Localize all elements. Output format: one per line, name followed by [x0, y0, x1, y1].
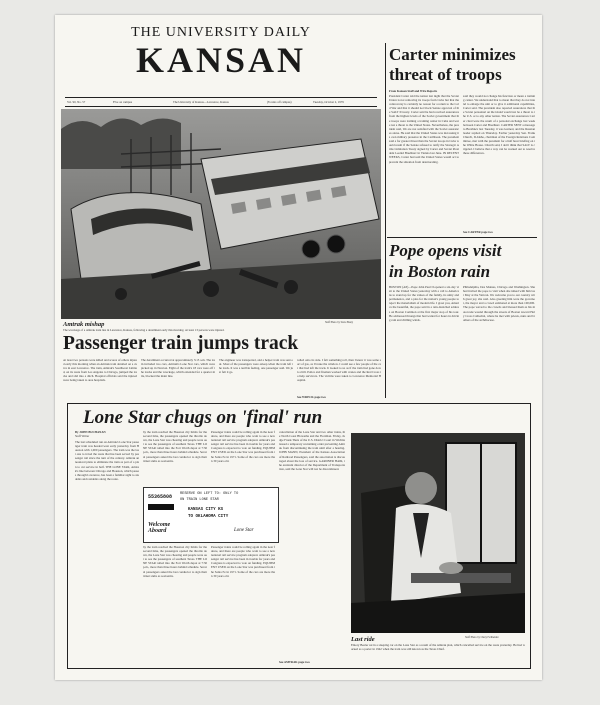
lonestar-body-col1: The last scheduled run on Amtrak's Lone Star passenger train was headed west early yesterday from Houston with 1,000 passengers. The train was the last one to travel the route that has been served by passenger rail since the turn of the century. Amtrak announced plans to eliminate the train as part of a plan to cut service in half. THE LONE STAR, Amtrak's line between Chicago and Houston, which passes through Lawrence, has been a familiar sight to students and residents along the route.: [75, 440, 139, 481]
train-photo-caption-label: Amtrak mishap: [63, 321, 105, 328]
carter-jump: See CARTER page two: [463, 230, 493, 234]
masthead-price: Five on campus: [113, 100, 132, 104]
carter-body-col1: President Carter told the nation last night that the Soviet Union is not removing its troops from Cuba but that the controversy is certainly no reason for a return to the Cold War and that it should not block Senate approval of the SALT II treaty. Carter said he had received assurances from the highest levels of the Soviet government that the troops were training a training center in Cuba and were not a threat to the United States. Nevertheless, the president said, We are not satisfied with the Soviet assurances alone. He said that the United States was increasing its own military presence in the Caribbean. The president said a far greater threat than the Soviet troops in Cuba would result if the Senate refused to ratify the Strategic Arms Limitation Treaty signed by Carter and Soviet President Leonid Brezhnev in Vienna last June. IN RECENT WEEKS, Carter had said the United States would act to prevent the situation from deteriorating.: [389, 94, 459, 164]
lonestar-byline-title: Staff Writer: [75, 434, 90, 438]
train-headline: Passenger train jumps track: [63, 333, 299, 354]
carter-body-col2: said they would not change his function or mean a training center. We understand that to mean that they do not intend to enlarge the unit or to give it additional capabilities, Carter said. The president also reported assurances that the Soviet personnel on the island would not be a threat to the U.S. or to any other nation. The Soviet assurances Carter cited were the result of a personal exchange last week between Carter and Brezhnev. CARTER SENT a message to Brezhnev last Tuesday, it was learned, and the Russian leader replied on Thursday. Earlier yesterday Sen. Frank Church, D-Idaho, chairman of the Foreign Relations Committee, met with the president for a half hour briefing on the White House. Church said, I don't think that SALT is crippled. I believe that a way can be worked out to resolve these differences.: [463, 94, 535, 156]
pope-headline-2: in Boston rain: [389, 262, 491, 281]
carter-byline: From Kansan Staff and Wire Reports: [389, 89, 438, 93]
ticket-stamp: Welcome Aboard: [148, 522, 171, 534]
ticket-amtrak-arrow-icon: [148, 504, 174, 510]
masthead-pages: (8 cents off campus): [267, 100, 292, 104]
carter-pope-rule: [387, 237, 537, 238]
last-ride-caption: Emory Beeler sat in a sleeping car on the Lone Star as a result of the Amtrak plan, which cancelled service on the route yesterday. He had worked as a porter in 1942 when the train was still known as the Texas Chief.: [351, 643, 525, 652]
carter-headline-1: Carter minimizes: [389, 45, 516, 64]
ticket-line-1: RESERVE ON LEFT TO: ONLY TO: [180, 492, 239, 496]
last-ride-photo: [351, 433, 525, 633]
ticket-label: Lone Star: [234, 528, 254, 533]
ticket-line-3: KANSAS CITY KS: [188, 508, 224, 512]
pope-body-col2: Philadelphia, Des Moines, Chicago and Washington. She had invited the pope to visit when she talked with him last May at the Vatican. We welcome you to our country with great joy, she said. Also greeting him were the governor, the mayor and a crowd estimated at more than 100,000. The pope waved to the crowds and blessed them as his motorcade wound through the streets of Boston toward Holy Cross Cathedral, where he met with priests, nuns and brothers of the archdiocese.: [463, 285, 535, 322]
column-rule-vertical: [385, 43, 386, 398]
train-body-col4: rolled onto its side. I felt something roll, then I knew it was some sort of gas, as I broke the window. I could see a few people of the car that had left the track. It looked to us as if the train had gone down a hill. Police and firemen worked with cranes and the Red Cross to help survivors. The victims were taken to Lawrence Memorial Hospital.: [297, 358, 381, 383]
masthead-prefix: THE UNIVERSITY DAILY: [131, 25, 311, 40]
train-wreck-image: [61, 109, 381, 319]
ticket-number: 55365808: [148, 494, 173, 500]
train-body-col3: The engineer was transported, and a helper train was sent out. Most of the passengers were asleep when the train left the track. It was a terrible feeling, one passenger said. We just felt it go.: [219, 358, 293, 375]
lonestar-byline: By JOHN BUCHANAN: [75, 430, 106, 434]
lonestar-body-col2-lower: by the train reached the Houston city limits for the second time, the passengers opened the throttle down, the Lone Star was cheering and people were out to see the passengers of southern Texas. THE LONE STAR rolled into the Fort Worth depot at 7:30 p.m., more than three hours behind schedule. Several passengers asked the last conductor to sign their ticket stubs as souvenirs.: [143, 545, 207, 578]
carter-headline-2: threat of troops: [389, 65, 502, 84]
train-body-col2: The derailment occurred at approximately 3:15 a.m. The train included two cars, Amtrak's Lone Star cars, which were picked up in Newton. Eight of the train's 18 cars were off the tracks and the wreckage, which extended for a quarter mile, blocked the main line.: [141, 358, 215, 379]
lonestar-body-col2: by the train reached the Houston city limits for the second time, the passengers opened the throttle down, the Lone Star was cheering and people were out to see the passengers of southern Texas. THE LONE STAR rolled into the Fort Worth depot at 7:30 p.m., more than three hours behind schedule. Several passengers asked the last conductor to sign their ticket stubs as souvenirs.: [143, 430, 207, 463]
masthead-name: KANSAN: [135, 40, 306, 80]
pope-body-col1: BOSTON (AP)—Pope John Paul II opened a six-day visit to the United States yesterday with a call to Americans to stand up for the values of the family, its unity and permanence, and a plea for the nation's young people to reject the materialism of modern life. I greet you, America the beautiful, the pope said in a rain-drenched address on Boston Common at the first major stop of his tour. He addressed throngs that had waited for hours in driving rain and chilling winds.: [389, 285, 459, 322]
masthead-rule-top: [65, 97, 377, 98]
train-body-col1: At least two persons were killed and scores of others injured early this morning when an Amtrak train derailed on a curve in east Lawrence. The train, Amtrak's Southwest Limited, on its route from Los Angeles to Chicago, jumped the tracks and slid into a ditch. Hospital officials said the injured were being taken to area hospitals.: [63, 358, 137, 383]
lonestar-jump: See AMTRAK page two: [279, 660, 310, 664]
train-jump: See WRECK page two: [297, 395, 326, 399]
masthead-date: Tuesday, October 2, 1979: [313, 100, 344, 104]
lonestar-body-col3-lower: Passenger trains could be rolling again in the near future, and there are people who want to see a new national rail service program adopted. Amtrak's passenger rail service has been in trouble for years and Congress is expected to vote on funding. EQUIPMENT USED on the Lone Star was purchased from the Santa Fe in 1971. Some of the cars are more than 30 years old.: [211, 545, 275, 578]
masthead: [61, 21, 381, 113]
lonestar-body-col4: cancellation of the Lone Star and two other trains, the North Coast Hiawatha and the Floridian. Friday, Judge Frank Theis of the U.S. District Court in Wichita issued a temporary restraining order preventing Amtrak from discontinuing the train until after a hearing. JOHN MANN, President of the Kansas Association of Railroad Passengers, said the association is discouraged about the loss of service. GARDNER HAIR, the assistant director of the Department of Transportation, said the Lone Star will not be discontinued.: [279, 430, 345, 471]
masthead-publisher: The University of Kansas—Lawrence, Kansas: [173, 100, 229, 104]
train-photo-caption: The wreckage of a Amtrak train lies in Lawrence, Kansas, following a derailment early this morning. At least 13 persons were injured.: [63, 328, 225, 332]
lonestar-body-col3: Passenger trains could be rolling again in the near future, and there are people who want to see a new national rail service program adopted. Amtrak's passenger rail service has been in trouble for years and Congress is expected to vote on funding. EQUIPMENT USED on the Lone Star was purchased from the Santa Fe in 1971. Some of the cars are more than 30 years old.: [211, 430, 275, 463]
ticket-line-4: TO OKLAHOMA CITY: [188, 515, 229, 519]
last-ride-caption-label: Last ride: [351, 636, 375, 643]
ticket-line-2: ON TRAIN LONE STAR: [180, 498, 219, 502]
lonestar-headline: Lone Star chugs on 'final' run: [83, 407, 323, 428]
last-ride-photo-credit: Staff Photo by Cheryl Schneider: [465, 636, 499, 639]
masthead-rule-bottom: [65, 106, 377, 107]
train-photo-credit: Staff Photo by Steve Beaty: [325, 321, 354, 324]
newspaper-page: [55, 15, 542, 680]
last-ride-image: [351, 433, 525, 633]
masthead-vol: Vol. 90, No. 57: [67, 100, 86, 104]
ticket-graphic: [143, 487, 279, 543]
pope-headline-1: Pope opens visit: [389, 241, 502, 260]
train-wreck-photo: [61, 109, 381, 319]
